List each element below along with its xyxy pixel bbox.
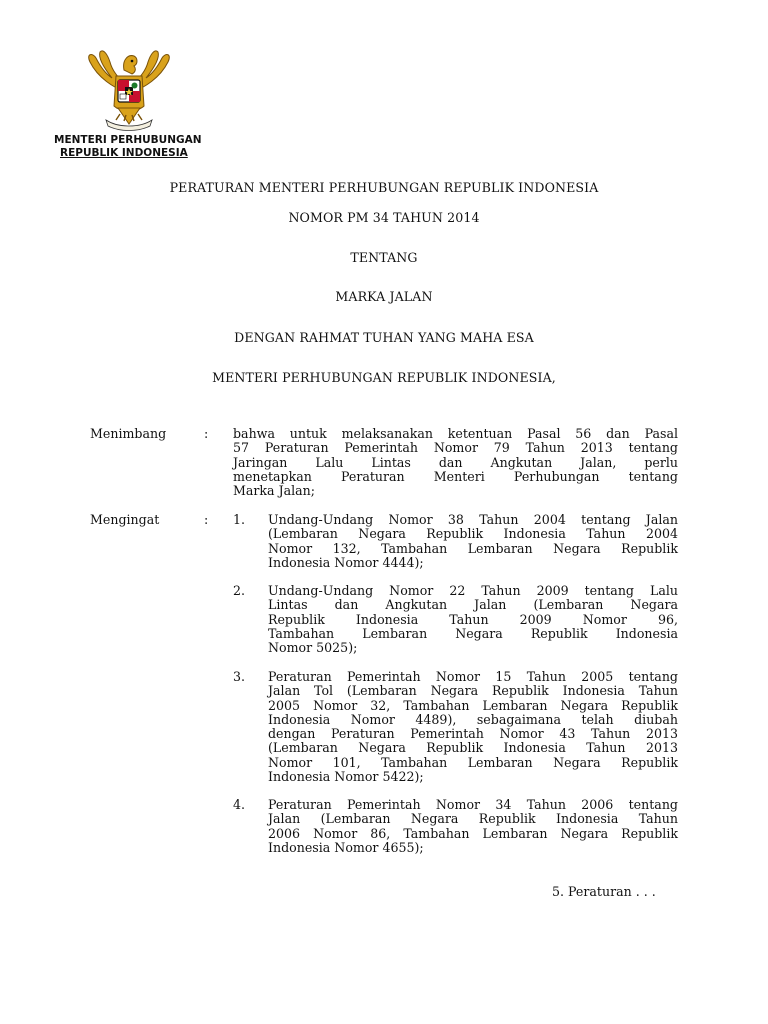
text-line: Peraturan Pemerintah Nomor 15 Tahun 2005 tentang (268, 669, 678, 684)
regulation-title: PERATURAN MENTERI PERHUBUNGAN REPUBLIK INDONESIA (169, 180, 599, 195)
list-item (268, 513, 678, 570)
invocation: DENGAN RAHMAT TUHAN YANG MAHA ESA (234, 330, 534, 345)
menimbang-label: Menimbang (90, 426, 167, 441)
menimbang-text (233, 427, 678, 498)
text-line: 2005 Nomor 32, Tambahan Lembaran Negara Republik (268, 697, 678, 713)
regulation-subject: MARKA JALAN (335, 289, 433, 304)
agency-line-1: MENTERI PERHUBUNGAN (54, 134, 202, 146)
item-number: 4. (233, 797, 246, 812)
regulation-number: NOMOR PM 34 TAHUN 2014 (288, 210, 480, 225)
text-line: Jalan (Lembaran Negara Republik Indonesia Tahun (268, 811, 678, 827)
text-line: Undang-Undang Nomor 38 Tahun 2004 tentang Jalan (268, 512, 678, 527)
agency-name (54, 134, 202, 160)
text-line: Indonesia Nomor 4655); (268, 839, 424, 855)
text-line: bahwa untuk melaksanakan ketentuan Pasal 56 dan Pasal (233, 426, 678, 441)
list-item (268, 670, 678, 784)
text-line: Peraturan Pemerintah Nomor 34 Tahun 2006 tentang (268, 797, 678, 812)
text-line: Lintas dan Angkutan Jalan (Lembaran Negara (268, 597, 678, 613)
text-line: Marka Jalan; (233, 483, 316, 499)
text-line: Indonesia Nomor 4489), sebagaimana telah diubah (268, 711, 678, 727)
text-line: menetapkan Peraturan Menteri Perhubungan tentang (233, 468, 678, 484)
garuda-emblem-icon (76, 48, 182, 140)
menimbang-colon: : (204, 426, 209, 441)
list-item (268, 584, 678, 655)
list-item (268, 798, 678, 855)
item-number: 1. (233, 512, 246, 527)
text-line: 57 Peraturan Pemerintah Nomor 79 Tahun 2013 tentang (233, 440, 678, 456)
text-line: Tambahan Lembaran Negara Republik Indonesia (268, 625, 678, 641)
mengingat-label: Mengingat (90, 512, 160, 527)
text-line: 2006 Nomor 86, Tambahan Lembaran Negara Republik (268, 825, 678, 841)
text-line: (Lembaran Negara Republik Indonesia Tahun 2013 (268, 740, 678, 756)
item-number: 2. (233, 583, 246, 598)
text-line: Nomor 101, Tambahan Lembaran Negara Republik (268, 754, 678, 770)
text-line: Jalan Tol (Lembaran Negara Republik Indonesia Tahun (268, 683, 678, 699)
text-line: Republik Indonesia Tahun 2009 Nomor 96, (268, 611, 678, 627)
text-line: dengan Peraturan Pemerintah Nomor 43 Tahun 2013 (268, 726, 678, 742)
text-line: Nomor 132, Tambahan Lembaran Negara Republik (268, 540, 678, 556)
text-line: Undang-Undang Nomor 22 Tahun 2009 tentang Lalu (268, 583, 678, 598)
text-line: Nomor 5025); (268, 640, 358, 656)
continuation-marker: 5. Peraturan . . . (552, 884, 656, 899)
minister-heading: MENTERI PERHUBUNGAN REPUBLIK INDONESIA, (212, 370, 556, 385)
text-line: Indonesia Nomor 4444); (268, 554, 424, 570)
text-line: Jaringan Lalu Lintas dan Angkutan Jalan, perlu (233, 454, 678, 470)
tentang-heading: TENTANG (350, 250, 418, 265)
text-line: (Lembaran Negara Republik Indonesia Tahun 2004 (268, 526, 678, 542)
item-number: 3. (233, 669, 246, 684)
text-line: Indonesia Nomor 5422); (268, 769, 424, 785)
mengingat-colon: : (204, 512, 209, 527)
agency-line-2: REPUBLIK INDONESIA (60, 147, 188, 159)
